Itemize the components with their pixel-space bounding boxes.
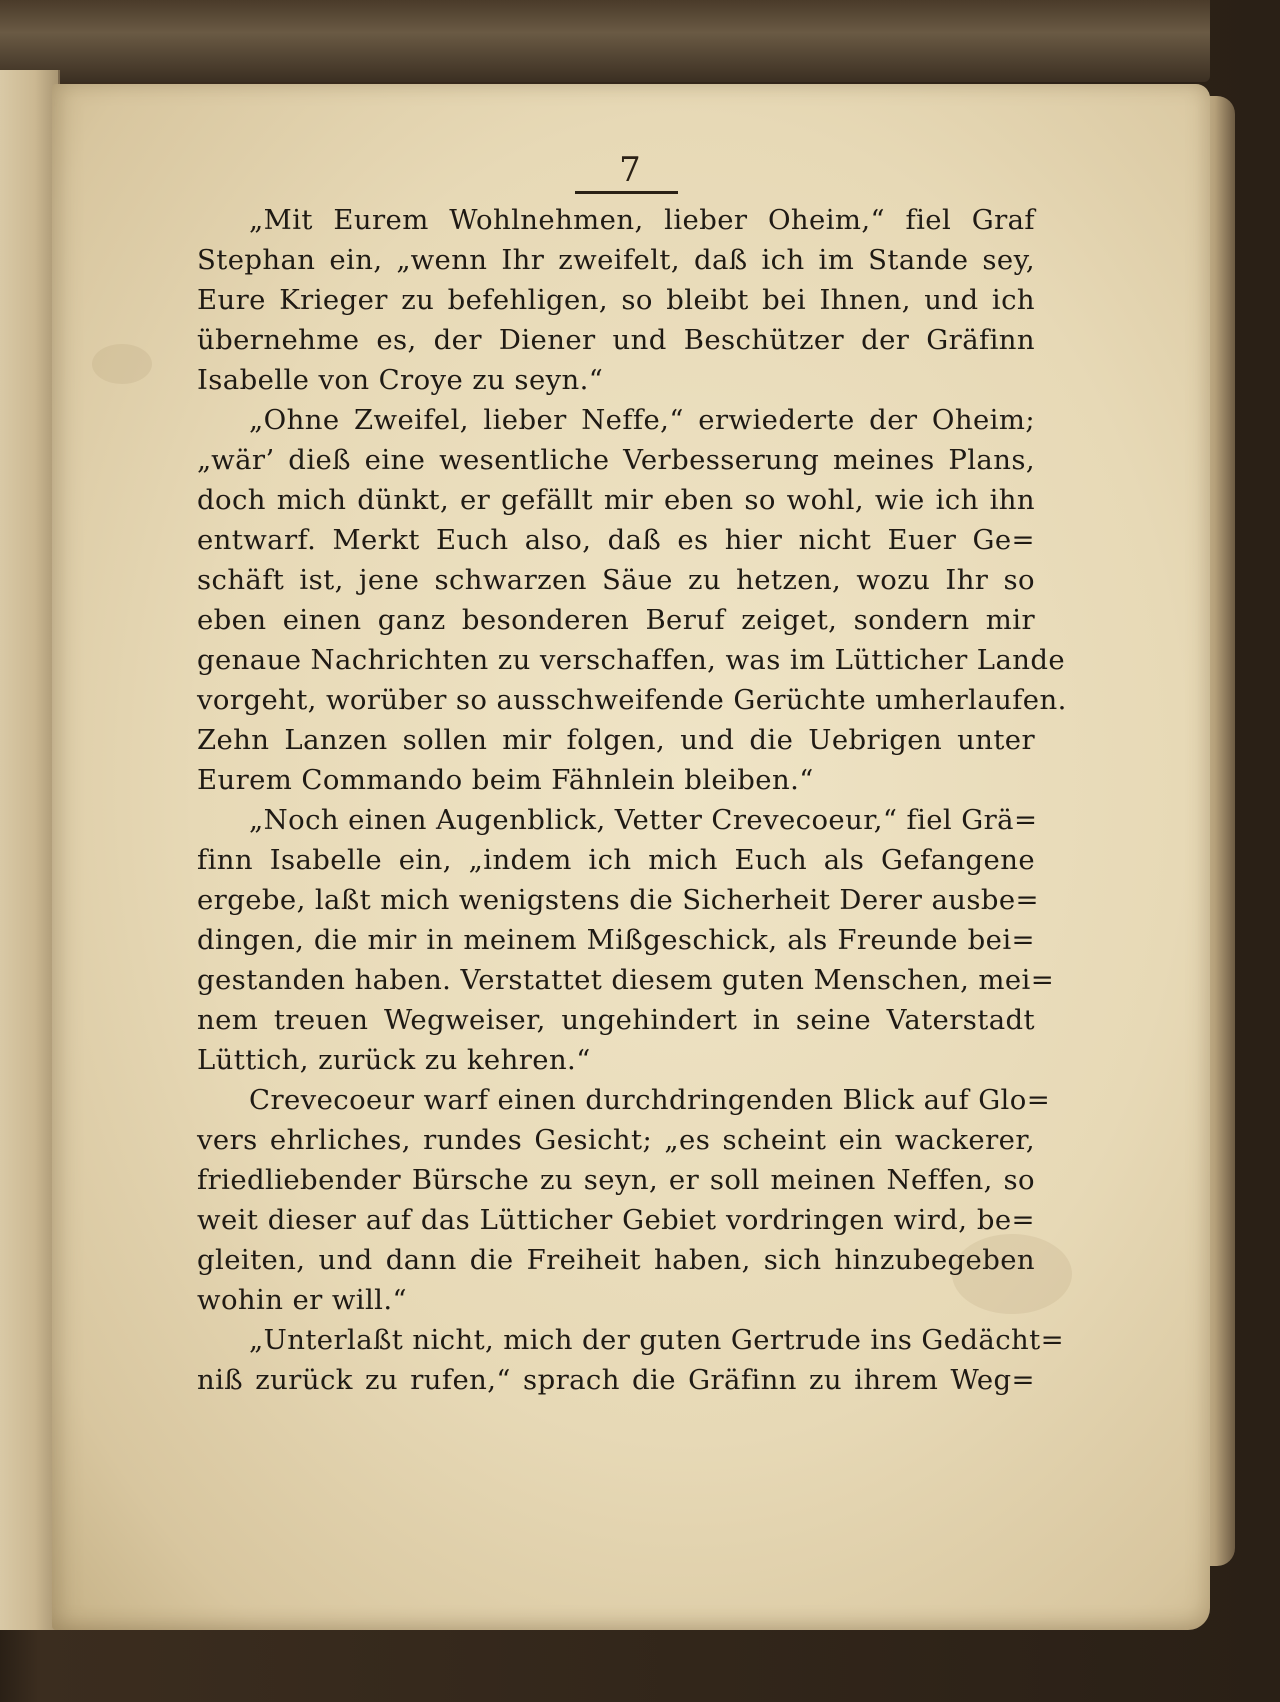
text-line: „Noch einen Augenblick, Vetter Crevecoeur,“ fiel Grä= <box>249 804 1038 836</box>
text-line: niß zurück zu rufen,“ sprach die Gräfinn zu ihrem Weg= <box>197 1364 1035 1396</box>
text-line: gestanden haben. Verstattet diesem guten Menschen, mei= <box>197 964 1055 996</box>
text-line: finn Isabelle ein, „indem ich mich Euch als Gefangene <box>197 844 1035 876</box>
body-text <box>197 200 1067 1400</box>
text-line: schäft ist, jene schwarzen Säue zu hetzen, wozu Ihr so <box>197 564 1035 596</box>
text-line: entwarf. Merkt Euch also, daß es hier nicht Euer Ge= <box>197 524 1035 556</box>
book-top-edge <box>0 0 1210 82</box>
page-number-rule <box>575 191 678 194</box>
text-line: dingen, die mir in meinem Mißgeschick, als Freunde bei= <box>197 924 1035 956</box>
text-line: vorgeht, worüber so ausschweifende Gerüchte umherlaufen. <box>197 684 1067 716</box>
text-line: vers ehrliches, rundes Gesicht; „es scheint ein wackerer, <box>197 1124 1035 1156</box>
text-line: nem treuen Wegweiser, ungehindert in seine Vaterstadt <box>197 1004 1035 1036</box>
text-line: übernehme es, der Diener und Beschützer der Gräfinn <box>197 324 1035 356</box>
text-line: Eurem Commando beim Fähnlein bleiben.“ <box>197 764 814 796</box>
text-line: genaue Nachrichten zu verschaffen, was im Lütticher Lande <box>197 644 1066 676</box>
text-line: Stephan ein, „wenn Ihr zweifelt, daß ich im Stande sey, <box>197 244 1035 276</box>
page-number: 7 <box>619 150 641 190</box>
text-line: friedliebender Bürsche zu seyn, er soll meinen Neffen, so <box>197 1164 1035 1196</box>
text-line: „Mit Eurem Wohlnehmen, lieber Oheim,“ fiel Graf <box>249 204 1035 236</box>
text-line: wohin er will.“ <box>197 1284 407 1316</box>
text-line: „Ohne Zweifel, lieber Neffe,“ erwiederte der Oheim; <box>249 404 1035 436</box>
text-line: Zehn Lanzen sollen mir folgen, und die Uebrigen unter <box>197 724 1035 756</box>
text-line: ergebe, laßt mich wenigstens die Sicherheit Derer ausbe= <box>197 884 1039 916</box>
text-line: „Unterlaßt nicht, mich der guten Gertrude ins Gedächt= <box>249 1324 1065 1356</box>
paper-stain <box>92 344 152 384</box>
text-line: Lüttich, zurück zu kehren.“ <box>197 1044 591 1076</box>
text-line: Eure Krieger zu befehligen, so bleibt bei Ihnen, und ich <box>197 284 1035 316</box>
text-line: Isabelle von Croye zu seyn.“ <box>197 364 604 396</box>
text-line: Crevecoeur warf einen durchdringenden Blick auf Glo= <box>249 1084 1051 1116</box>
text-line: „wär’ dieß eine wesentliche Verbesserung meines Plans, <box>197 444 1035 476</box>
left-page-edge <box>0 70 60 1630</box>
text-line: eben einen ganz besonderen Beruf zeiget, sondern mir <box>197 604 1035 636</box>
text-line: gleiten, und dann die Freiheit haben, sich hinzubegeben <box>197 1244 1035 1276</box>
text-line: doch mich dünkt, er gefällt mir eben so wohl, wie ich ihn <box>197 484 1035 516</box>
text-line: weit dieser auf das Lütticher Gebiet vordringen wird, be= <box>197 1204 1035 1236</box>
